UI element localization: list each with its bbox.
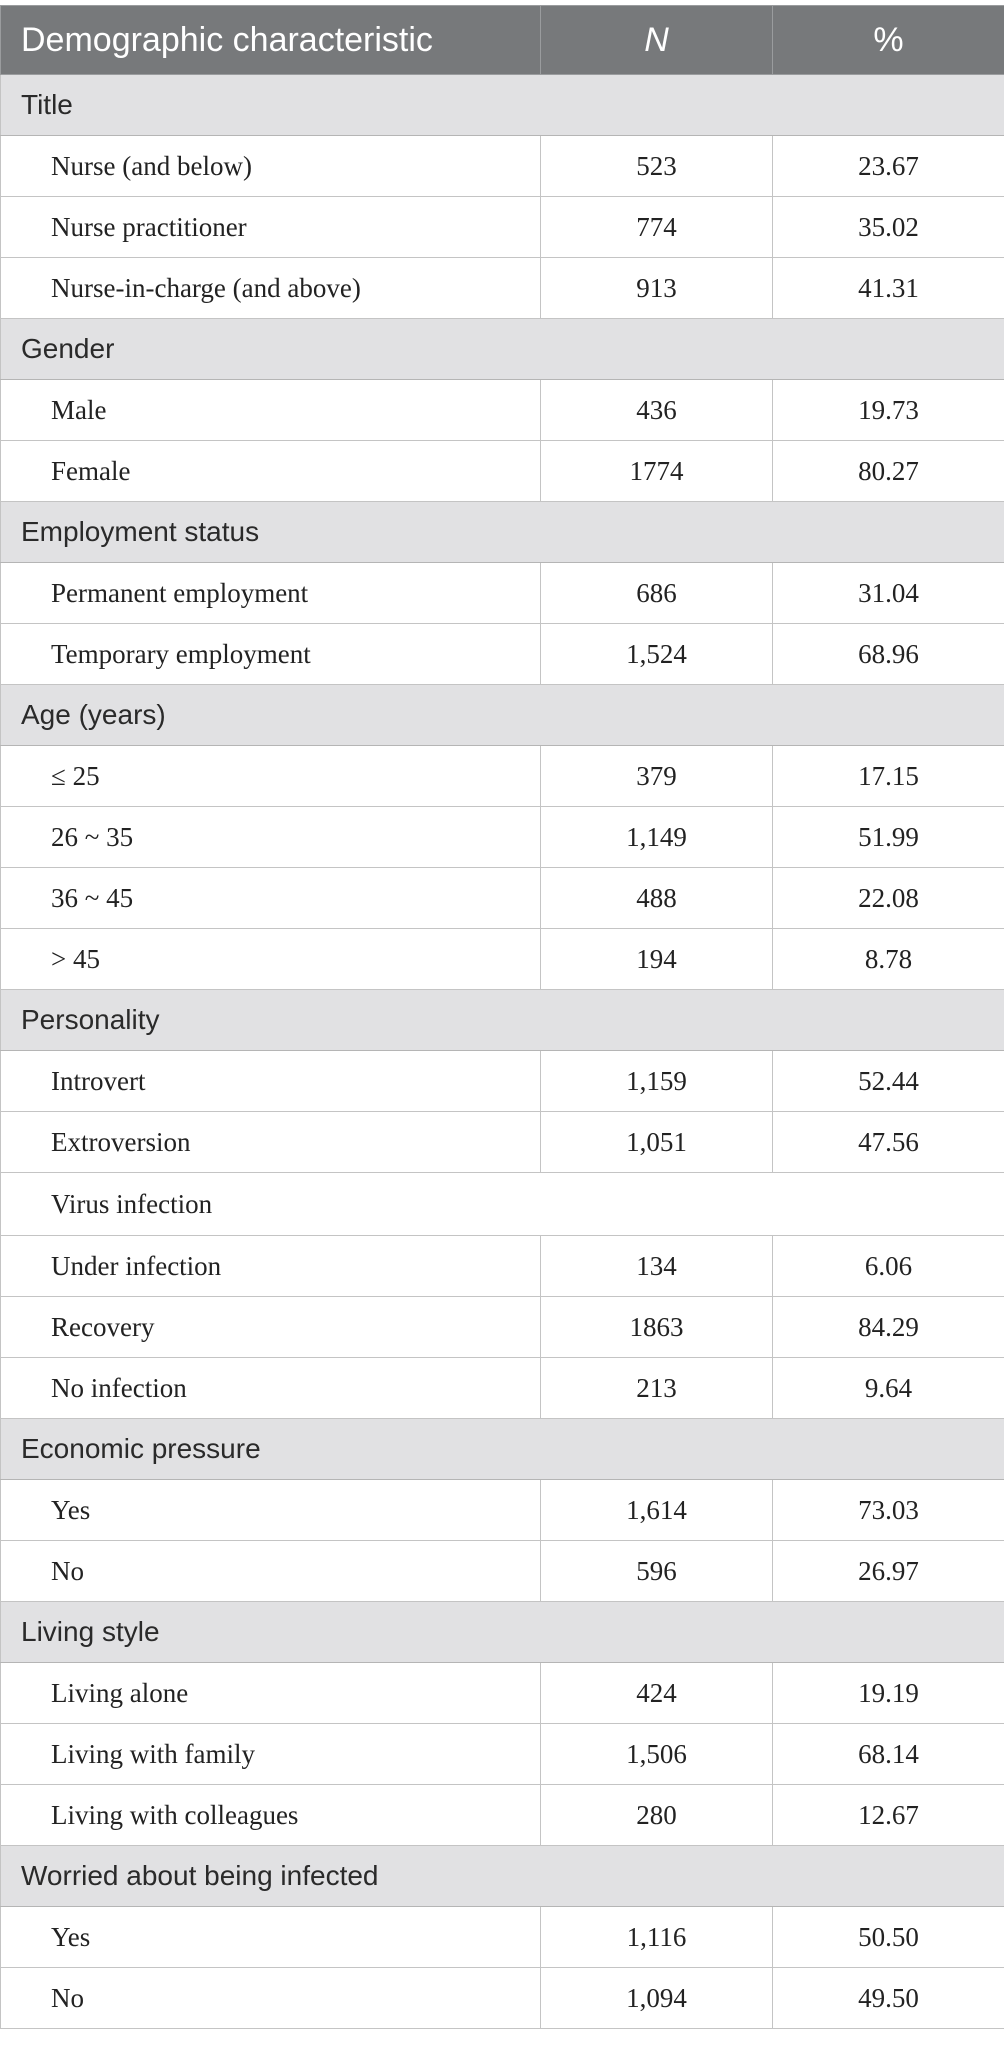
section-title: Personality: [1, 990, 1004, 1051]
row-n: 379: [541, 746, 773, 807]
row-n: 686: [541, 563, 773, 624]
table-row: [1, 807, 1004, 868]
row-n: 596: [541, 1541, 773, 1602]
row-label: Yes: [1, 1907, 541, 1968]
demographics-table: [0, 5, 1004, 2029]
row-percent: 12.67: [773, 1785, 1004, 1846]
row-label: ≤ 25: [1, 746, 541, 807]
row-percent: 41.31: [773, 258, 1004, 319]
table-row: [1, 1112, 1004, 1173]
table-row: [1, 1541, 1004, 1602]
table-row: [1, 624, 1004, 685]
row-label: Living with family: [1, 1724, 541, 1785]
table-row: [1, 1968, 1004, 2029]
section-row: [1, 75, 1004, 136]
row-percent: 31.04: [773, 563, 1004, 624]
row-label: Temporary employment: [1, 624, 541, 685]
row-n: 134: [541, 1236, 773, 1297]
row-percent: 68.96: [773, 624, 1004, 685]
row-n: 280: [541, 1785, 773, 1846]
row-label: Nurse-in-charge (and above): [1, 258, 541, 319]
table-row: [1, 1051, 1004, 1112]
table-row: [1, 197, 1004, 258]
table-row: [1, 563, 1004, 624]
row-percent: 84.29: [773, 1297, 1004, 1358]
row-label: 36 ~ 45: [1, 868, 541, 929]
table-row: [1, 1297, 1004, 1358]
row-label: > 45: [1, 929, 541, 990]
row-n: 1,116: [541, 1907, 773, 1968]
row-percent: 17.15: [773, 746, 1004, 807]
section-title: Employment status: [1, 502, 1004, 563]
header-characteristic: Demographic characteristic: [1, 6, 541, 75]
section-title: Economic pressure: [1, 1419, 1004, 1480]
row-n: 1,094: [541, 1968, 773, 2029]
row-n: 1,614: [541, 1480, 773, 1541]
section-title: Living style: [1, 1602, 1004, 1663]
section-row: [1, 319, 1004, 380]
table-row: [1, 136, 1004, 197]
row-percent: 22.08: [773, 868, 1004, 929]
row-percent: 51.99: [773, 807, 1004, 868]
row-n: 488: [541, 868, 773, 929]
table-row: [1, 1663, 1004, 1724]
row-percent: 35.02: [773, 197, 1004, 258]
row-label: Extroversion: [1, 1112, 541, 1173]
header-percent: %: [773, 6, 1004, 75]
row-percent: 8.78: [773, 929, 1004, 990]
row-n: 194: [541, 929, 773, 990]
row-n: 1863: [541, 1297, 773, 1358]
row-label: Yes: [1, 1480, 541, 1541]
row-label: 26 ~ 35: [1, 807, 541, 868]
table-row: [1, 1785, 1004, 1846]
row-n: 1,159: [541, 1051, 773, 1112]
table-row: [1, 380, 1004, 441]
row-label: Nurse (and below): [1, 136, 541, 197]
row-label: Recovery: [1, 1297, 541, 1358]
row-label: Introvert: [1, 1051, 541, 1112]
subheading-title: Virus infection: [1, 1173, 1004, 1236]
row-percent: 50.50: [773, 1907, 1004, 1968]
row-percent: 19.73: [773, 380, 1004, 441]
row-percent: 73.03: [773, 1480, 1004, 1541]
table-row: [1, 746, 1004, 807]
section-title: Age (years): [1, 685, 1004, 746]
table-row: [1, 1480, 1004, 1541]
section-row: [1, 1419, 1004, 1480]
row-label: Permanent employment: [1, 563, 541, 624]
table-row: [1, 929, 1004, 990]
row-percent: 49.50: [773, 1968, 1004, 2029]
row-n: 213: [541, 1358, 773, 1419]
section-row: [1, 990, 1004, 1051]
row-n: 1,506: [541, 1724, 773, 1785]
table-row: [1, 1907, 1004, 1968]
row-label: No: [1, 1541, 541, 1602]
row-percent: 26.97: [773, 1541, 1004, 1602]
table-row: [1, 258, 1004, 319]
table-row: [1, 441, 1004, 502]
row-percent: 19.19: [773, 1663, 1004, 1724]
row-label: Living with colleagues: [1, 1785, 541, 1846]
section-row: [1, 685, 1004, 746]
row-n: 436: [541, 380, 773, 441]
row-n: 1,524: [541, 624, 773, 685]
row-label: Under infection: [1, 1236, 541, 1297]
section-row: [1, 1602, 1004, 1663]
row-n: 523: [541, 136, 773, 197]
row-percent: 23.67: [773, 136, 1004, 197]
row-percent: 47.56: [773, 1112, 1004, 1173]
row-percent: 52.44: [773, 1051, 1004, 1112]
section-title: Gender: [1, 319, 1004, 380]
header-n: N: [541, 6, 773, 75]
table-row: [1, 868, 1004, 929]
row-n: 1774: [541, 441, 773, 502]
row-label: No infection: [1, 1358, 541, 1419]
row-label: Nurse practitioner: [1, 197, 541, 258]
row-n: 774: [541, 197, 773, 258]
row-n: 913: [541, 258, 773, 319]
row-label: Female: [1, 441, 541, 502]
row-percent: 68.14: [773, 1724, 1004, 1785]
row-label: Living alone: [1, 1663, 541, 1724]
section-title: Worried about being infected: [1, 1846, 1004, 1907]
row-label: No: [1, 1968, 541, 2029]
row-n: 1,051: [541, 1112, 773, 1173]
row-n: 1,149: [541, 807, 773, 868]
header-row: [1, 6, 1004, 75]
section-title: Title: [1, 75, 1004, 136]
subheading-row: [1, 1173, 1004, 1236]
row-percent: 9.64: [773, 1358, 1004, 1419]
table-row: [1, 1236, 1004, 1297]
table-row: [1, 1358, 1004, 1419]
row-percent: 80.27: [773, 441, 1004, 502]
section-row: [1, 1846, 1004, 1907]
row-n: 424: [541, 1663, 773, 1724]
section-row: [1, 502, 1004, 563]
row-label: Male: [1, 380, 541, 441]
table-row: [1, 1724, 1004, 1785]
row-percent: 6.06: [773, 1236, 1004, 1297]
